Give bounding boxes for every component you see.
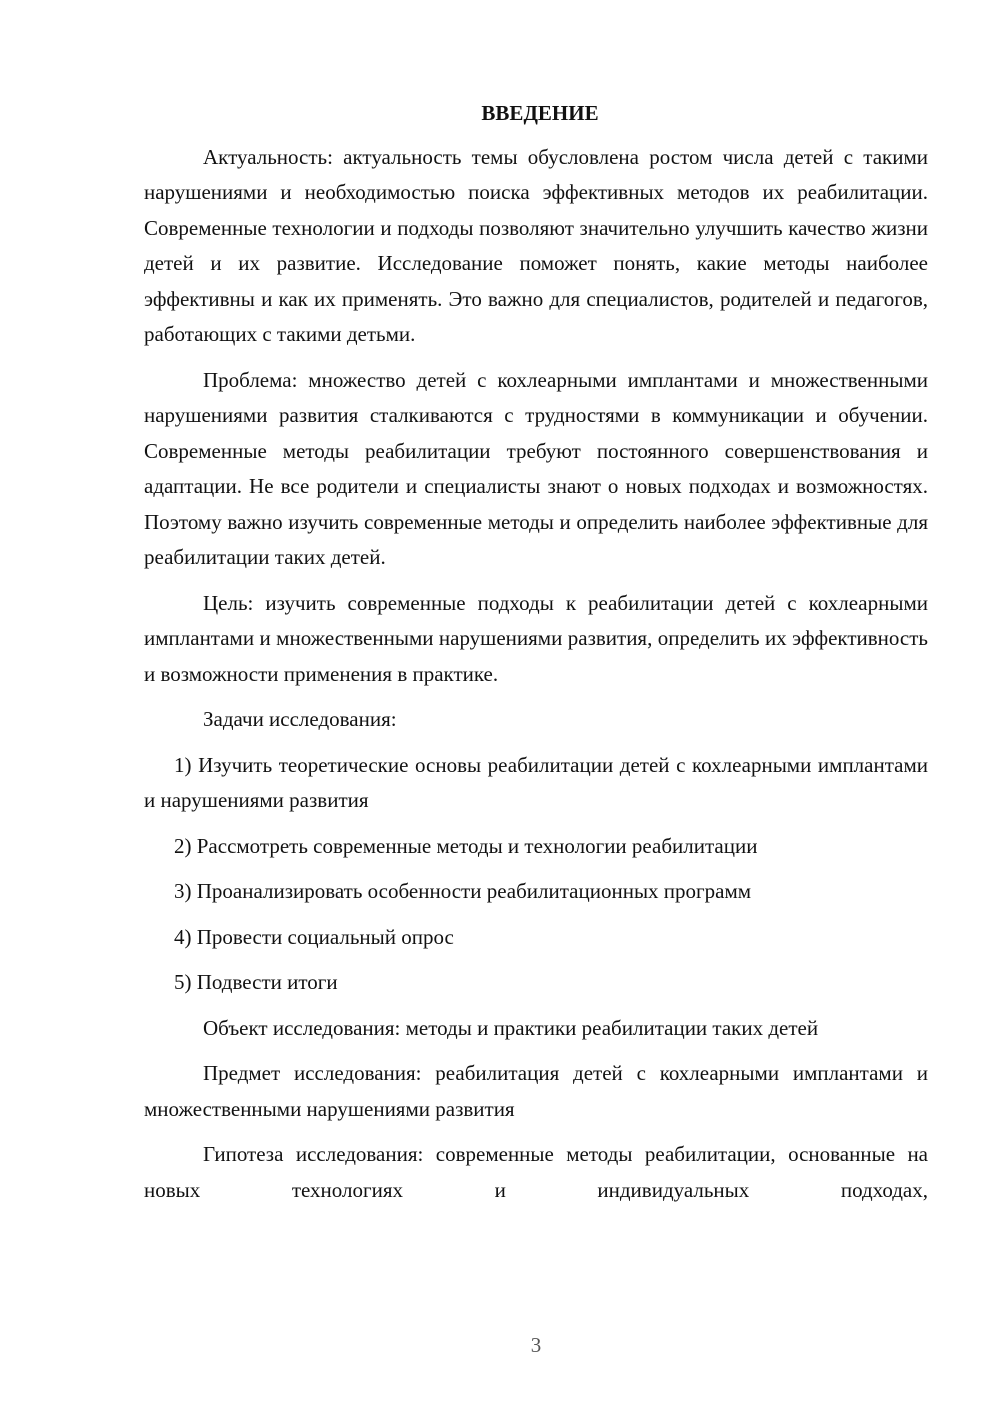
subject-paragraph: Предмет исследования: реабилитация детей с кохлеарными имплантами и множественными нарушениями развития [144, 1061, 928, 1121]
task-item: 5) Подвести итоги [174, 970, 338, 994]
task-item: 2) Рассмотреть современные методы и технологии реабилитации [174, 833, 758, 858]
task-item: 3) Проанализировать особенности реабилитационных программ [174, 879, 752, 903]
goal-paragraph: Цель: изучить современные подходы к реабилитации детей с кохлеарными имплантами и множественными нарушениями развития, определить их эффективность и возможности применения в практике. [144, 590, 928, 686]
task-item: 4) Провести социальный опрос [174, 924, 454, 949]
problem-paragraph: Проблема: множество детей с кохлеарными имплантами и множественными нарушениями развития сталкиваются с трудностями в коммуникации и обучении. Современные методы реабилитации требуют постоянного совершенствования и адаптации. Не все родители и специалисты знают о новых подходах и возможностях. Поэтому важно изучить современные методы и определить наиболее эффективные для реабилитации таких детей. [144, 367, 928, 569]
object-paragraph: Объект исследования: методы и практики реабилитации таких детей [203, 1015, 819, 1040]
tasks-title: Задачи исследования: [203, 707, 397, 731]
hypothesis-paragraph: Гипотеза исследования: современные методы реабилитации, основанные на новых технологиях и индивидуальных подходах, [144, 1142, 928, 1202]
page-number: 3 [530, 1333, 542, 1357]
relevance-paragraph: Актуальность: актуальность темы обусловлена ростом числа детей с такими нарушениями и необходимостью поиска эффективных методов их реабилитации. Современные технологии и подходы позволяют значительно улучшить качество жизни детей и их развитие. Исследование поможет понять, какие методы наиболее эффективны и как их применять. Это важно для специалистов, родителей и педагогов, работающих с такими детьми. [144, 144, 928, 346]
task-item: 1) Изучить теоретические основы реабилитации детей с кохлеарными имплантами и нарушениями развития [144, 752, 928, 812]
page-content [144, 96, 928, 1218]
section-heading: ВВЕДЕНИЕ [481, 101, 599, 125]
